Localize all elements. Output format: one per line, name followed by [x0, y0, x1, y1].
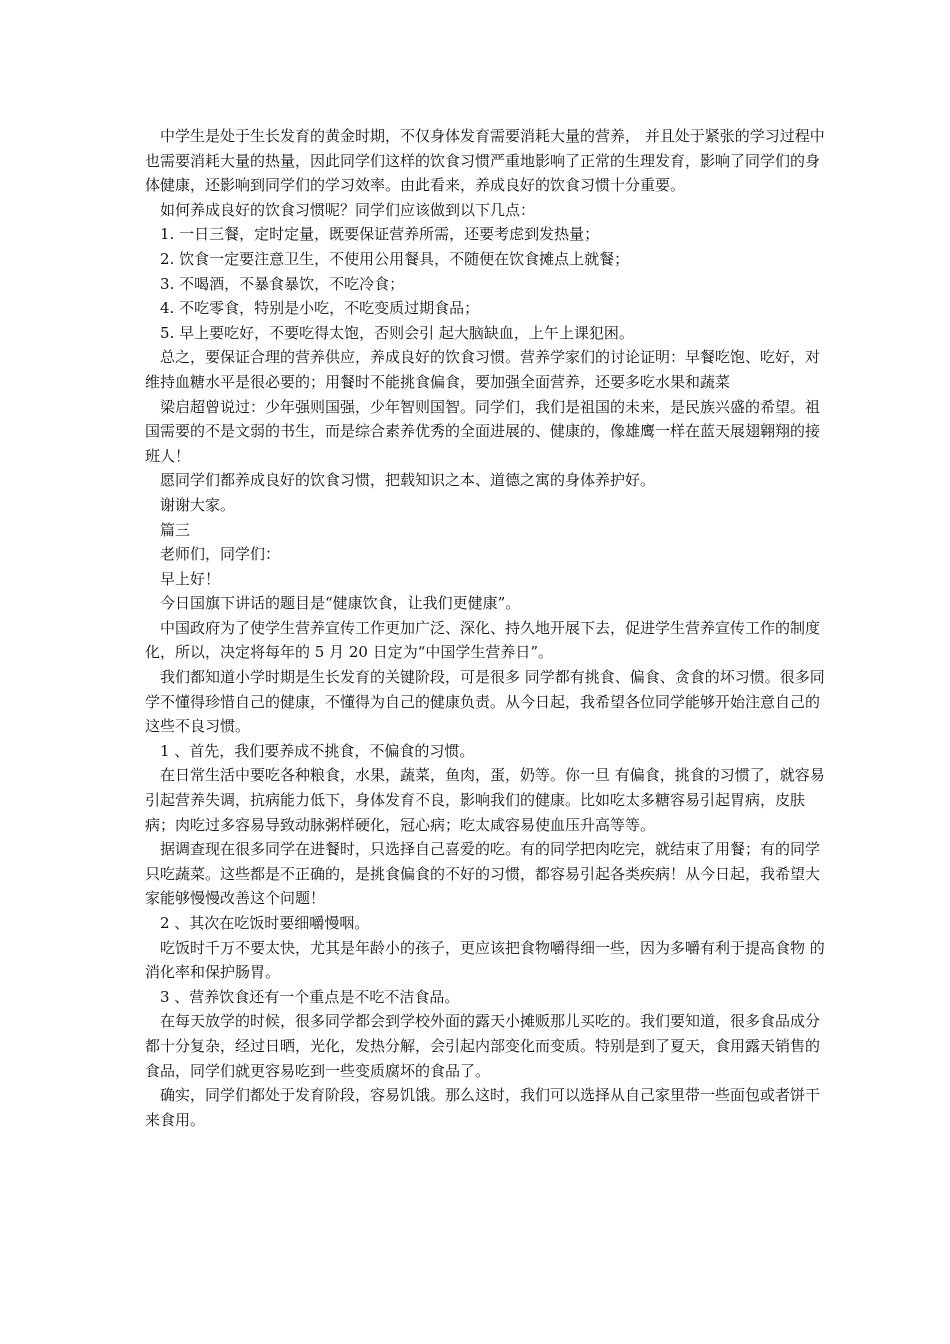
- paragraph: 谢谢大家。: [160, 495, 236, 514]
- list-item: 4. 不吃零食，特别是小吃，不吃变质过期食品；: [160, 299, 480, 318]
- point-heading: 3 、营养饮食还有一个重点是不吃不洁食品。: [160, 987, 460, 1006]
- list-item: 5. 早上要吃好，不要吃得太饱，否则会引 起大脑缺血，上午上课犯困。: [160, 323, 634, 342]
- section-heading: 篇三: [160, 520, 191, 539]
- paragraph: 总之，要保证合理的营养供应，养成良好的饮食习惯。营养学家们的讨论证明：早餐吃饱、吃好，对维持血糖水平是很必要的；用餐时不能挑食偏食，要加强全面营养，还要多吃水果和蔬菜: [145, 348, 821, 391]
- paragraph: 中学生是处于生长发育的黄金时期，不仅身体发育需要消耗大量的营养， 并且处于紧张的学习过程中也需要消耗大量的热量，因此同学们这样的饮食习惯严重地影响了正常的生理发育，影响了同学们的身体健康，还影响到同学们的学习效率。由此看来，养成良好的饮食习惯十分重要。: [145, 127, 825, 195]
- paragraph: 在每天放学的时候，很多同学都会到学校外面的露天小摊贩那儿买吃的。我们要知道，很多食品成分都十分复杂，经过日晒，光化，发热分解，会引起内部变化而变质。特别是到了夏天，食用露天销售的食品，同学们就更容易吃到一些变质腐坏的食品了。: [145, 1012, 821, 1080]
- point-heading: 2 、其次在吃饭时要细嚼慢咽。: [160, 914, 370, 932]
- paragraph: 如何养成良好的饮食习惯呢？同学们应该做到以下几点：: [160, 200, 536, 219]
- list-item: 3. 不喝酒，不暴食暴饮，不吃冷食；: [160, 274, 405, 293]
- document-body: [145, 124, 825, 1132]
- paragraph: 确实，同学们都处于发育阶段，容易饥饿。那么这时，我们可以选择从自己家里带一些面包或者饼干来食用。: [145, 1086, 821, 1129]
- paragraph: 我们都知道小学时期是生长发育的关键阶段，可是很多 同学都有挑食、偏食、贪食的坏习惯。很多同学不懂得珍惜自己的健康，不懂得为自己的健康负责。从今日起，我希望各位同学能够开始注意自己的这些不良习惯。: [145, 668, 825, 736]
- list-item: 1. 一日三餐，定时定量，既要保证营养所需，还要考虑到发热量；: [160, 225, 600, 244]
- paragraph: 据调查现在很多同学在进餐时，只选择自己喜爱的吃。有的同学把肉吃完，就结束了用餐；有的同学只吃蔬菜。这些都是不正确的，是挑食偏食的不好的习惯，都容易引起各类疾病！从今日起，我希望大家能够慢慢改善这个问题！: [145, 840, 821, 908]
- paragraph: 中国政府为了使学生营养宣传工作更加广泛、深化、持久地开展下去，促进学生营养宣传工作的制度化，所以，决定将每年的 5 月 20 日定为“中国学生营养日”。: [145, 618, 821, 662]
- paragraph: 在日常生活中要吃各种粮食，水果，蔬菜，鱼肉，蛋，奶等。你一旦 有偏食，挑食的习惯了，就容易引起营养失调，抗病能力低下，身体发育不良，影响我们的健康。比如吃太多糖容易引起胃病，皮肤病；肉吃过多容易导致动脉粥样硬化，冠心病；吃太咸容易使血压升高等等。: [145, 766, 825, 834]
- greeting: 早上好！: [160, 569, 221, 588]
- paragraph: 梁启超曾说过：少年强则国强，少年智则国智。同学们，我们是祖国的未来，是民族兴盛的希望。祖国需要的不是文弱的书生，而是综合素养优秀的全面进展的、健康的，像雄鹰一样在蓝天展翅翱翔的接班人！: [145, 397, 821, 465]
- salutation: 老师们，同学们：: [160, 545, 281, 564]
- point-heading: 1 、首先，我们要养成不挑食，不偏食的习惯。: [160, 741, 475, 760]
- paragraph: 吃饭时千万不要太快，尤其是年龄小的孩子，更应该把食物嚼得细一些，因为多嚼有利于提高食物 的消化率和保护肠胃。: [145, 938, 825, 982]
- list-item: 2. 饮食一定要注意卫生，不使用公用餐具，不随便在饮食摊点上就餐；: [160, 249, 630, 268]
- paragraph: 愿同学们都养成良好的饮食习惯，把载知识之本、道德之寓的身体养护好。: [160, 471, 656, 490]
- paragraph: 今日国旗下讲话的题目是“健康饮食，让我们更健康”。: [160, 594, 521, 613]
